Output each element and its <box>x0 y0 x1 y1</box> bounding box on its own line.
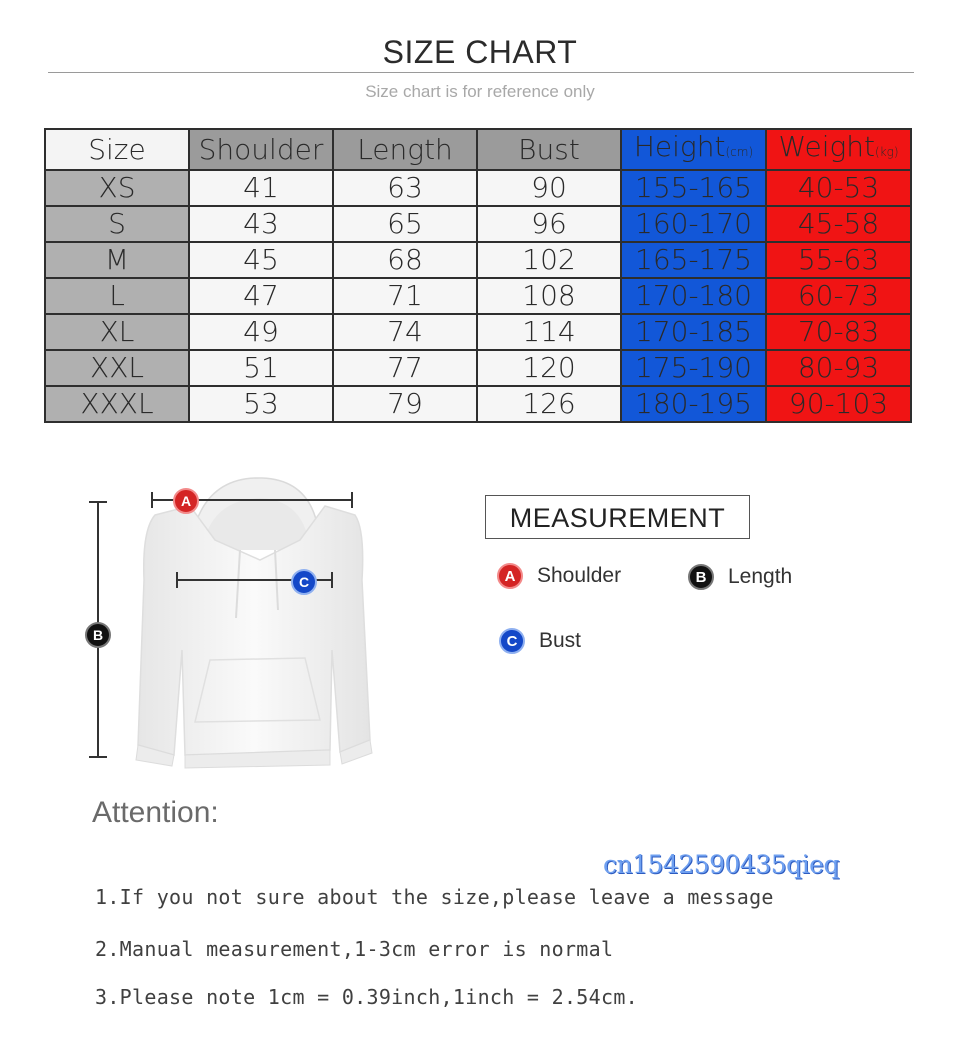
legend-label-shoulder: Shoulder <box>537 564 622 587</box>
table-row <box>45 242 911 278</box>
measurement-title: MEASUREMENT <box>485 495 750 539</box>
cell-length: 77 <box>333 350 477 386</box>
table-row <box>45 170 911 206</box>
marker-c-label: C <box>298 574 310 590</box>
cell-length: 63 <box>333 170 477 206</box>
note-1: 1.If you not sure about the size,please leave a message <box>95 885 774 909</box>
cell-height: 160-170 <box>621 206 766 242</box>
cell-bust: 90 <box>477 170 621 206</box>
cell-shoulder: 43 <box>189 206 333 242</box>
legend-item-shoulder <box>497 563 621 589</box>
hoodie-diagram <box>80 470 400 780</box>
cell-height: 170-180 <box>621 278 766 314</box>
cell-bust: 114 <box>477 314 621 350</box>
cell-shoulder: 47 <box>189 278 333 314</box>
cell-shoulder: 51 <box>189 350 333 386</box>
cell-shoulder: 49 <box>189 314 333 350</box>
cell-size: XL <box>45 314 189 350</box>
cell-size: S <box>45 206 189 242</box>
cell-size: XXXL <box>45 386 189 422</box>
note-3: 3.Please note 1cm = 0.39inch,1inch = 2.54cm. <box>95 985 639 1009</box>
note-2: 2.Manual measurement,1-3cm error is normal <box>95 937 614 961</box>
cell-bust: 108 <box>477 278 621 314</box>
header-height-label: Height <box>633 130 726 163</box>
title-divider <box>48 72 914 73</box>
cell-weight: 55-63 <box>766 242 911 278</box>
cell-weight: 70-83 <box>766 314 911 350</box>
cell-shoulder: 41 <box>189 170 333 206</box>
header-shoulder: Shoulder <box>189 129 333 170</box>
cell-shoulder: 53 <box>189 386 333 422</box>
table-row <box>45 386 911 422</box>
c-badge-icon: C <box>499 628 525 654</box>
cell-bust: 120 <box>477 350 621 386</box>
header-height-unit: (cm) <box>725 145 754 159</box>
cell-height: 165-175 <box>621 242 766 278</box>
cell-weight: 60-73 <box>766 278 911 314</box>
cell-length: 65 <box>333 206 477 242</box>
table-row <box>45 206 911 242</box>
table-row <box>45 278 911 314</box>
b-badge-icon: B <box>688 564 714 590</box>
cell-height: 155-165 <box>621 170 766 206</box>
marker-a-icon <box>174 489 198 513</box>
legend-item-length <box>688 564 792 590</box>
a-badge-icon: A <box>497 563 523 589</box>
cell-size: XS <box>45 170 189 206</box>
hoodie-illustration <box>80 470 400 780</box>
header-size: Size <box>45 129 189 170</box>
marker-a-label: A <box>180 493 192 509</box>
marker-b-label: B <box>92 627 104 643</box>
marker-b-icon <box>86 623 110 647</box>
cell-weight: 90-103 <box>766 386 911 422</box>
cell-shoulder: 45 <box>189 242 333 278</box>
cell-bust: 96 <box>477 206 621 242</box>
size-chart-table <box>44 128 912 423</box>
legend-label-length: Length <box>728 565 793 588</box>
cell-bust: 102 <box>477 242 621 278</box>
legend-item-bust <box>499 628 581 654</box>
cell-length: 79 <box>333 386 477 422</box>
seller-watermark: cn1542590435qieq <box>603 850 839 879</box>
table-row <box>45 314 911 350</box>
cell-height: 170-185 <box>621 314 766 350</box>
cell-weight: 45-58 <box>766 206 911 242</box>
cell-size: L <box>45 278 189 314</box>
table-header-row <box>45 129 911 170</box>
attention-title: Attention: <box>92 796 219 829</box>
legend-label-bust: Bust <box>539 629 582 652</box>
header-bust: Bust <box>477 129 621 170</box>
cell-height: 180-195 <box>621 386 766 422</box>
header-weight-unit: (kg) <box>875 145 899 159</box>
cell-length: 68 <box>333 242 477 278</box>
table-row <box>45 350 911 386</box>
cell-length: 74 <box>333 314 477 350</box>
cell-weight: 40-53 <box>766 170 911 206</box>
marker-c-icon <box>292 570 316 594</box>
cell-weight: 80-93 <box>766 350 911 386</box>
cell-size: M <box>45 242 189 278</box>
header-weight-label: Weight <box>778 130 876 163</box>
header-height <box>621 129 766 170</box>
cell-bust: 126 <box>477 386 621 422</box>
page-title: SIZE CHART <box>382 34 578 70</box>
page-subtitle: Size chart is for reference only <box>365 82 595 101</box>
header-length: Length <box>333 129 477 170</box>
header-weight <box>766 129 911 170</box>
cell-length: 71 <box>333 278 477 314</box>
cell-size: XXL <box>45 350 189 386</box>
cell-height: 175-190 <box>621 350 766 386</box>
